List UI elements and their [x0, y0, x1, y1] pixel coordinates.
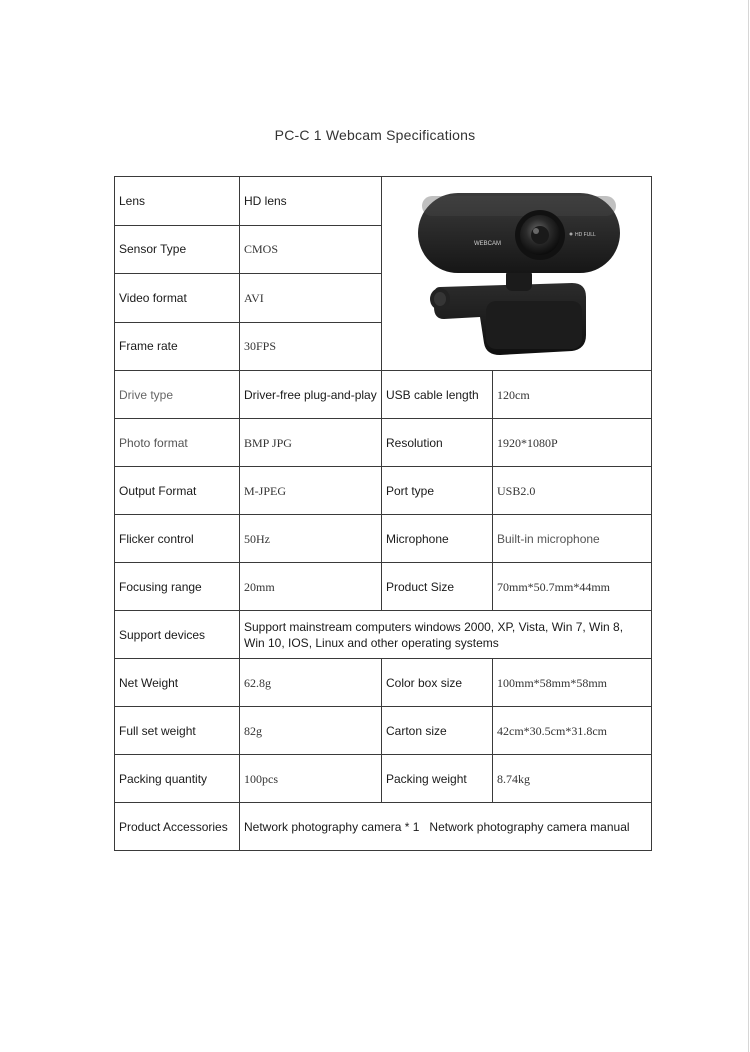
packing-weight-label: Packing weight [382, 755, 493, 803]
table-row [115, 371, 652, 419]
packing-qty-value: 100pcs [240, 755, 382, 803]
table-row [115, 659, 652, 707]
color-box-value: 100mm*58mm*58mm [493, 659, 652, 707]
page-edge [748, 0, 749, 1052]
output-format-value: M-JPEG [240, 467, 382, 515]
port-type-value: USB2.0 [493, 467, 652, 515]
focusing-value: 20mm [240, 563, 382, 611]
table-row [115, 563, 652, 611]
table-row [115, 177, 652, 226]
table-row [115, 707, 652, 755]
photo-format-value: BMP JPG [240, 419, 382, 467]
frame-rate-value: 30FPS [240, 322, 382, 371]
microphone-label: Microphone [382, 515, 493, 563]
flicker-label: Flicker control [115, 515, 240, 563]
webcam-product-image [382, 177, 650, 370]
resolution-value: 1920*1080P [493, 419, 652, 467]
table-row [115, 611, 652, 659]
sensor-value: CMOS [240, 225, 382, 274]
net-weight-label: Net Weight [115, 659, 240, 707]
output-format-label: Output Format [115, 467, 240, 515]
table-row [115, 755, 652, 803]
support-devices-value: Support mainstream computers windows 2000, XP, Vista, Win 7, Win 8, Win 10, IOS, Linux and other operating systems [240, 611, 652, 659]
webcam-body-text: WEBCAM [474, 241, 501, 247]
photo-format-label: Photo format [115, 419, 240, 467]
video-format-label: Video format [115, 274, 240, 323]
sensor-label: Sensor Type [115, 225, 240, 274]
flicker-value: 50Hz [240, 515, 382, 563]
full-weight-label: Full set weight [115, 707, 240, 755]
packing-qty-label: Packing quantity [115, 755, 240, 803]
frame-rate-label: Frame rate [115, 322, 240, 371]
page-title: PC-C 1 Webcam Specifications [274, 127, 476, 143]
drive-type-value: Driver-free plug-and-play [240, 371, 382, 419]
accessories-value: Network photography camera * 1 Network photography camera manual [240, 803, 652, 851]
product-size-label: Product Size [382, 563, 493, 611]
carton-size-value: 42cm*30.5cm*31.8cm [493, 707, 652, 755]
packing-weight-value: 8.74kg [493, 755, 652, 803]
usb-cable-label: USB cable length [382, 371, 493, 419]
color-box-label: Color box size [382, 659, 493, 707]
accessories-label: Product Accessories [115, 803, 240, 851]
net-weight-value: 62.8g [240, 659, 382, 707]
focusing-label: Focusing range [115, 563, 240, 611]
table-row [115, 803, 652, 851]
microphone-value: Built-in microphone [493, 515, 652, 563]
drive-type-label: Drive type [115, 371, 240, 419]
lens-label: Lens [115, 177, 240, 226]
support-devices-label: Support devices [115, 611, 240, 659]
webcam-indicator-text: HD FULL [575, 232, 596, 238]
full-weight-value: 82g [240, 707, 382, 755]
resolution-label: Resolution [382, 419, 493, 467]
lens-value: HD lens [240, 177, 382, 226]
usb-cable-value: 120cm [493, 371, 652, 419]
webcam-image-cell [382, 177, 652, 371]
carton-size-label: Carton size [382, 707, 493, 755]
table-row [115, 467, 652, 515]
video-format-value: AVI [240, 274, 382, 323]
product-size-value: 70mm*50.7mm*44mm [493, 563, 652, 611]
table-row [115, 419, 652, 467]
spec-table [114, 176, 652, 851]
table-row [115, 515, 652, 563]
port-type-label: Port type [382, 467, 493, 515]
